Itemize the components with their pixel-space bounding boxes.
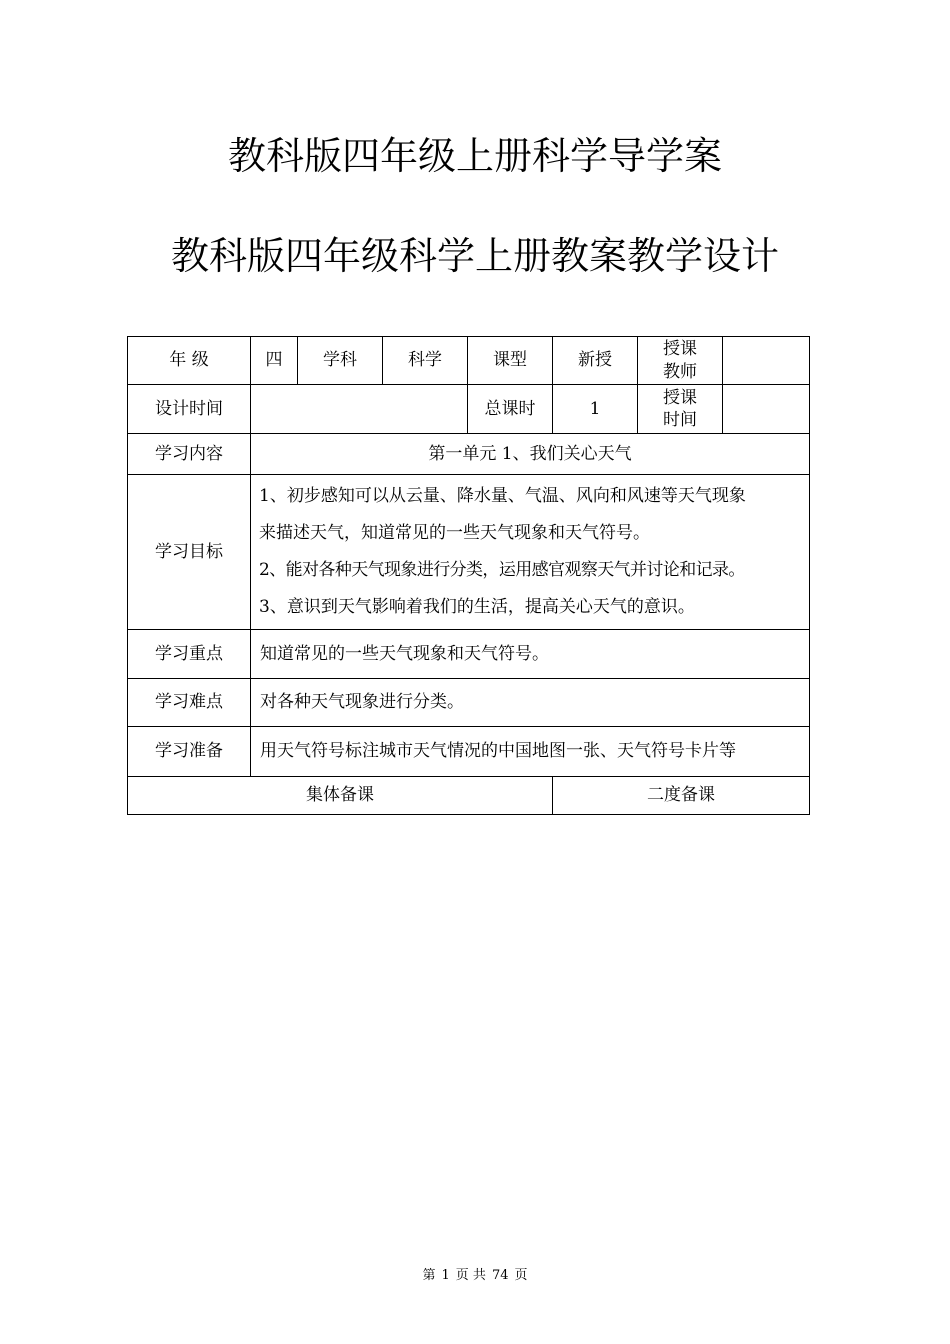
- class-time-label-line2: 时间: [663, 410, 697, 430]
- footer-suffix: 页: [514, 1268, 528, 1283]
- objectives-label: 学习目标: [128, 475, 251, 630]
- lesson-plan-table: [127, 336, 810, 815]
- content-label: 学习内容: [128, 434, 251, 475]
- class-time-value: [723, 385, 810, 434]
- key-points-value: 知道常见的一些天气现象和天气符号。: [251, 630, 810, 679]
- teacher-label-line1: 授课: [663, 339, 697, 360]
- teacher-value: [723, 337, 810, 385]
- table-row: [128, 385, 810, 434]
- objectives-value: [251, 475, 810, 630]
- class-time-label: [638, 385, 723, 434]
- teacher-label-line2: 教师: [663, 361, 697, 382]
- objective-line: 来描述天气，知道常见的一些天气现象和天气符号。: [259, 523, 650, 543]
- table-row: [128, 630, 810, 679]
- lesson-type-value: 新授: [553, 337, 638, 385]
- objective-line: 2、能对各种天气现象进行分类，运用感官观察天气并讨论和记录。: [259, 560, 745, 580]
- main-title: 教科版四年级上册科学导学案: [227, 134, 722, 178]
- content-value: 第一单元 1、我们关心天气: [251, 434, 810, 475]
- design-time-value: [251, 385, 468, 434]
- footer-prefix: 第: [422, 1268, 436, 1283]
- page-number: 1: [441, 1268, 450, 1283]
- key-points-label: 学习重点: [128, 630, 251, 679]
- preparation-label: 学习准备: [128, 727, 251, 777]
- table-row: [128, 679, 810, 727]
- objective-line: 3、意识到天气影响着我们的生活，提高关心天气的意识。: [259, 597, 695, 617]
- table-row: [128, 337, 810, 385]
- preparation-value: 用天气符号标注城市天气情况的中国地图一张、天气符号卡片等: [251, 727, 810, 777]
- class-time-label-line1: 授课: [663, 387, 697, 408]
- subject-label: 学科: [298, 337, 383, 385]
- table-row: [128, 475, 810, 630]
- total-hours-label: 总课时: [468, 385, 553, 434]
- collective-prep: 集体备课: [128, 777, 553, 815]
- grade-value: 四: [251, 337, 298, 385]
- teacher-label: [638, 337, 723, 385]
- total-hours-value: 1: [553, 385, 638, 434]
- table-row: [128, 434, 810, 475]
- sub-title: 教科版四年级科学上册教案教学设计: [170, 234, 779, 278]
- total-pages: 74: [491, 1268, 509, 1283]
- design-time-label: 设计时间: [128, 385, 251, 434]
- table-row: [128, 777, 810, 815]
- secondary-prep: 二度备课: [553, 777, 810, 815]
- page-footer: [0, 1264, 950, 1283]
- subject-value: 科学: [383, 337, 468, 385]
- difficulties-value: 对各种天气现象进行分类。: [251, 679, 810, 727]
- difficulties-label: 学习难点: [128, 679, 251, 727]
- objective-line: 1、初步感知可以从云量、降水量、气温、风向和风速等天气现象: [259, 486, 746, 506]
- grade-label: 年 级: [128, 337, 251, 385]
- table-row: [128, 727, 810, 777]
- footer-middle: 页 共: [455, 1268, 486, 1283]
- lesson-type-label: 课型: [468, 337, 553, 385]
